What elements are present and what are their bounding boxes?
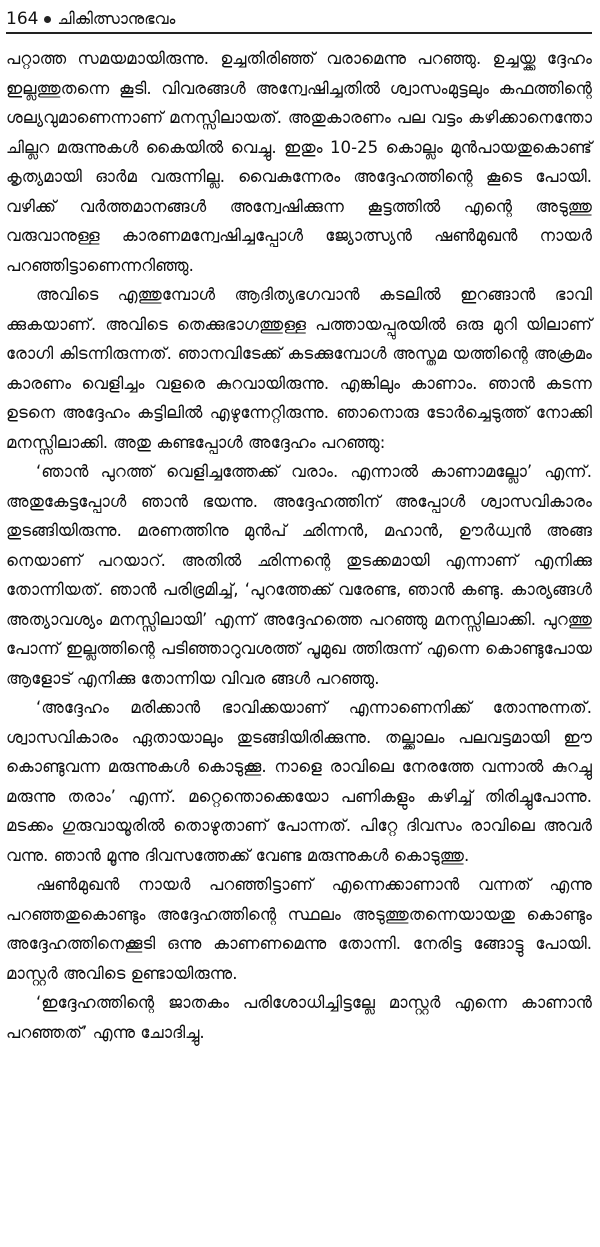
paragraph-6: ‘ഇദ്ദേഹത്തിന്റെ ജാതകം പരിശോധിച്ചിട്ടല്ലേ മാസ്റ്റർ എന്നെ കാണാൻ പറഞ്ഞത്’ എന്നു ചോദിച്ചു. <box>6 993 592 1042</box>
paragraph-5: ഷൺമുഖൻ നായർ പറഞ്ഞിട്ടാണ് എന്നെക്കാണാൻ വന്നത് എന്നു പറഞ്ഞതുകൊണ്ടും അദ്ദേഹത്തിന്റെ സ്ഥലം അടുത്തുതന്നെയായതു കൊണ്ടും അദ്ദേഹത്തിനെക്കൂടി ഒന്നു കാണണമെന്നു തോന്നി. നേരിട്ട ങ്ങോട്ടു പോയി. മാസ്റ്റർ അവിടെ ഉണ്ടായിരുന്നു. <box>6 875 592 983</box>
body-text <box>6 44 592 1047</box>
book-title: ചികിത്സാനുഭവം <box>57 9 176 28</box>
paragraph-4: ‘അദ്ദേഹം മരിക്കാൻ ഭാവിക്കയാണ് എന്നാണെനിക്ക് തോന്നുന്നത്. ശ്വാസവികാരം ഏതായാലും തുടങ്ങിയിരിക്കുന്നു. തല്ക്കാലം പലവട്ടമായി ഈ കൊണ്ടുവന്ന മരുന്നുകൾ കൊടുക്കൂ. നാളെ രാവിലെ നേരത്തേ വന്നാൽ കുറച്ചു മരുന്നു തരാം’ എന്ന്. മറ്റെന്തൊക്കെയോ പണികളും കഴിച്ച് തിരിച്ചുപോന്നു. മടക്കം ഗുരുവായൂരിൽ തൊഴുതാണ് പോന്നത്. പിറ്റേ ദിവസം രാവിലെ അവർ വന്നു. ഞാൻ മൂന്നു ദിവസത്തേക്ക് വേണ്ട മരുന്നുകൾ കൊടുത്തു. <box>6 698 592 865</box>
bullet-icon <box>44 16 51 23</box>
paragraph-2: അവിടെ എത്തുമ്പോൾ ആദിത്യഭഗവാൻ കടലിൽ ഇറങ്ങാൻ ഭാവി ക്കുകയാണ്. അവിടെ തെക്കുഭാഗത്തുള്ള പത്തായപ്പുരയിൽ ഒരു മുറി യിലാണ് രോഗി കിടന്നിരുന്നത്. ഞാനവിടേക്ക് കടക്കുമ്പോൾ അസ്തമ യത്തിന്റെ അക്രമം കാരണം വെളിച്ചം വളരെ കുറവായിരുന്നു. എങ്കിലും കാണാം. ഞാൻ കടന്ന ഉടനെ അദ്ദേഹം കട്ടിലിൽ എഴുന്നേറ്റിരുന്നു. ഞാനൊരു ടോർച്ചെടുത്ത് നോക്കി മനസ്സിലാക്കി. അതു കണ്ടപ്പോൾ അദ്ദേഹം പറഞ്ഞു: <box>6 285 592 452</box>
paragraph-3: ‘ഞാൻ പുറത്ത് വെളിച്ചത്തേക്ക് വരാം. എന്നാൽ കാണാമല്ലോ’ എന്ന്. അതുകേട്ടപ്പോൾ ഞാൻ ഭയന്നു. അദ്ദേഹത്തിന് അപ്പോൾ ശ്വാസവികാരം തുടങ്ങിയിരുന്നു. മരണത്തിനു മുൻപ് ഛിന്നൻ, മഹാൻ, ഊർധ്വൻ അങ്ങ നെയാണ് പറയാറ്. അതിൽ ഛിന്നന്റെ തുടക്കമായി എന്നാണ് എനിക്കു തോന്നിയത്. ഞാൻ പരിഭ്രമിച്ച്, ‘പുറത്തേക്ക് വരേണ്ട, ഞാൻ കണ്ടു. കാര്യങ്ങൾ അത്യാവശ്യം മനസ്സിലായി’ എന്ന് അദ്ദേഹത്തെ പറഞ്ഞു മനസ്സിലാക്കി. പുറത്തു പോന്ന് ഇല്ലത്തിന്റെ പടിഞ്ഞാറുവശത്ത് പൂമുഖ ത്തിരുന്ന് എന്നെ കൊണ്ടുപോയ ആളോട് എനിക്കു തോന്നിയ വിവര ങ്ങൾ പറഞ്ഞു. <box>6 462 592 688</box>
running-header <box>6 6 592 34</box>
page-number: 164 <box>6 9 39 29</box>
paragraph-1: പറ്റാത്ത സമയമായിരുന്നു. ഉച്ചതിരിഞ്ഞ് വരാമെന്നു പറഞ്ഞു. ഉച്ചയ്ക്ക ദ്ദേഹം ഇല്ലത്തുതന്നെ കൂടി. വിവരങ്ങൾ അന്വേഷിച്ചതിൽ ശ്വാസംമുട്ടലും കഫത്തിന്റെ ശല്യവുമാണെന്നാണ് മനസ്സിലായത്. അതുകാരണം പല വട്ടം കഴിക്കാനെന്തോ ചില്ലറ മരുന്നുകൾ കൈയിൽ വെച്ചു. ഇതും 10-25 കൊല്ലം മുൻപായതുകൊണ്ട് കൃത്യമായി ഓർമ വരുന്നില്ല. വൈകുന്നേരം അദ്ദേഹത്തിന്റെ കൂടെ പോയി. വഴിക്ക് വർത്തമാനങ്ങൾ അന്വേഷിക്കുന്ന കൂട്ടത്തിൽ എന്റെ അടുത്തു വരുവാനുള്ള കാരണമന്വേഷിച്ചപ്പോൾ ജ്യോത്സ്യൻ ഷൺമുഖൻ നായർ പറഞ്ഞിട്ടാണെന്നറിഞ്ഞു. <box>6 49 592 275</box>
